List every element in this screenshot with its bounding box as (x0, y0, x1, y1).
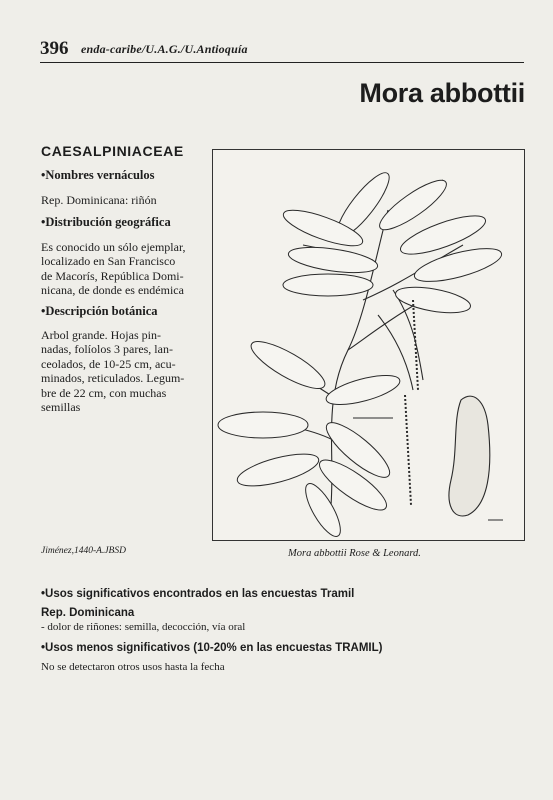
botanical-illustration (212, 149, 525, 541)
descripcion-heading: •Descripción botánica (41, 304, 158, 318)
descripcion-line: bre de 22 cm, con muchas (41, 385, 167, 400)
distribucion-line: Es conocido un sólo ejemplar, (41, 240, 186, 254)
leaflet (283, 274, 373, 296)
page-number: 396 (40, 38, 69, 59)
usos-significativos-text: - dolor de riñones: semilla, decocción, vía oral (41, 621, 246, 633)
distribucion-text (41, 240, 193, 298)
distribucion-line: localizado en San Francisco (41, 254, 176, 269)
distribucion-heading: •Distribución geográfica (41, 215, 171, 229)
leaflet (287, 243, 379, 277)
flower-spike (405, 395, 411, 505)
usos-menos-heading: •Usos menos significativos (10-20% en las encuestas TRAMIL) (41, 642, 383, 654)
figure-caption: Mora abbottii Rose & Leonard. (288, 548, 421, 559)
running-head: enda-caribe/U.A.G./U.Antioquía (81, 42, 248, 56)
distribucion-line: nicana, de donde es endémica (41, 283, 184, 298)
usos-menos-text: No se detectaron otros usos hasta la fecha (41, 661, 225, 673)
page-header (40, 38, 522, 62)
specimen-credit: Jiménez,1440-A.JBSD (41, 546, 126, 556)
legume-pod (449, 396, 490, 516)
usos-country: Rep. Dominicana (41, 607, 135, 619)
leaflet (246, 334, 331, 397)
header-rule (40, 62, 524, 63)
descripcion-line: nadas, folíolos 3 pares, lan- (41, 342, 173, 357)
descripcion-line: minados, reticulados. Legum- (41, 371, 185, 386)
flower-spike (413, 300, 418, 390)
plant-drawing (213, 150, 524, 540)
descripcion-line: Arbol grande. Hojas pin- (41, 328, 161, 342)
species-title: Mora abbottii (359, 78, 525, 108)
descripcion-line: ceolados, de 10-25 cm, acu- (41, 356, 176, 371)
descripcion-line: semillas (41, 400, 81, 415)
nombres-heading: •Nombres vernáculos (41, 168, 155, 182)
usos-significativos-heading: •Usos significativos encontrados en las encuestas Tramil (41, 588, 355, 600)
distribucion-line: de Macorís, República Domi- (41, 268, 184, 283)
nombres-text: Rep. Dominicana: riñón (41, 193, 157, 207)
leaflet (218, 412, 308, 438)
family-name: CAESALPINIACEAE (41, 143, 184, 159)
descripcion-text (41, 328, 193, 414)
leaflet (323, 370, 402, 411)
